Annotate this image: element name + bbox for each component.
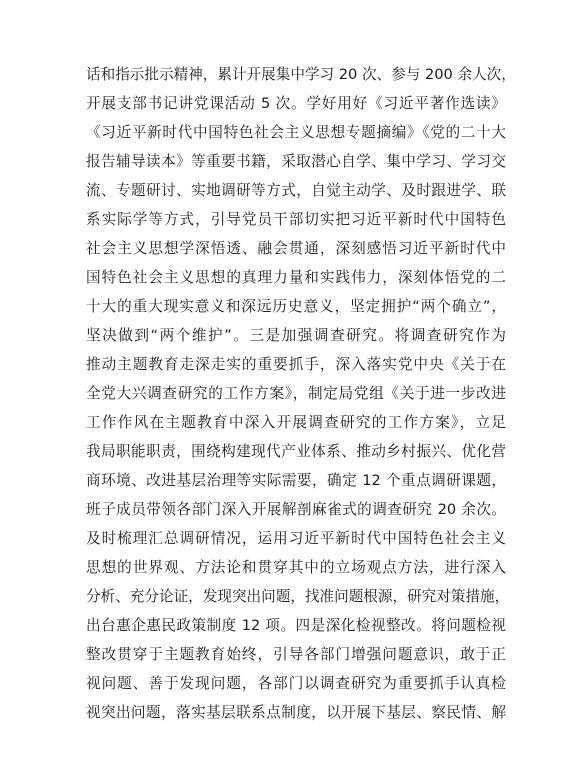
text-line: 报告辅导读本》等重要书籍，采取潜心自学、集中学习、学习交 bbox=[86, 153, 506, 170]
text-line: 坚决做到“两个维护”。三是加强调查研究。将调查研究作为 bbox=[86, 327, 506, 344]
text-line: 《习近平新时代中国特色社会主义思想专题摘编》《党的二十大 bbox=[86, 124, 506, 141]
text-line: 全党大兴调查研究的工作方案》，制定局党组《关于进一步改进 bbox=[86, 385, 506, 402]
text-line: 视问题、善于发现问题，各部门以调查研究为重要抓手认真检 bbox=[86, 675, 506, 692]
text-line: 整改贯穿于主题教育始终，引导各部门增强问题意识，敢于正 bbox=[86, 646, 506, 663]
text-line: 我局职能职责，围绕构建现代产业体系、推动乡村振兴、优化营 bbox=[86, 443, 506, 460]
text-line: 思想的世界观、方法论和贯穿其中的立场观点方法，进行深入 bbox=[86, 559, 506, 576]
text-line: 社会主义思想学深悟透、融会贯通，深刻感悟习近平新时代中 bbox=[86, 240, 506, 257]
text-line: 出台惠企惠民政策制度 12 项。四是深化检视整改。将问题检视 bbox=[86, 617, 506, 634]
text-line: 视突出问题，落实基层联系点制度，以开展下基层、察民情、解 bbox=[86, 704, 506, 721]
text-line: 商环境、改进基层治理等实际需要，确定 12 个重点调研课题， bbox=[86, 472, 506, 489]
body-paragraph bbox=[86, 60, 516, 727]
text-line: 及时梳理汇总调研情况，运用习近平新时代中国特色社会主义 bbox=[86, 530, 506, 547]
text-line: 流、专题研讨、实地调研等方式，自觉主动学、及时跟进学、联 bbox=[86, 182, 506, 199]
text-line: 系实际学等方式，引导党员干部切实把习近平新时代中国特色 bbox=[86, 211, 506, 228]
text-line: 话和指示批示精神，累计开展集中学习 20 次、参与 200 余人次， bbox=[86, 66, 516, 83]
text-line: 班子成员带领各部门深入开展解剖麻雀式的调查研究 20 余次。 bbox=[86, 501, 506, 518]
text-line: 开展支部书记讲党课活动 5 次。学好用好《习近平著作选读》 bbox=[86, 95, 506, 112]
text-line: 分析、充分论证，发现突出问题，找准问题根源，研究对策措施， bbox=[86, 588, 510, 605]
text-line: 国特色社会主义思想的真理力量和实践伟力，深刻体悟党的二 bbox=[86, 269, 506, 286]
text-line: 推动主题教育走深走实的重要抓手，深入落实党中央《关于在 bbox=[86, 356, 506, 373]
text-line: 工作作风在主题教育中深入开展调查研究的工作方案》，立足 bbox=[86, 414, 506, 431]
text-line: 十大的重大现实意义和深远历史意义，坚定拥护“两个确立”， bbox=[86, 298, 506, 315]
